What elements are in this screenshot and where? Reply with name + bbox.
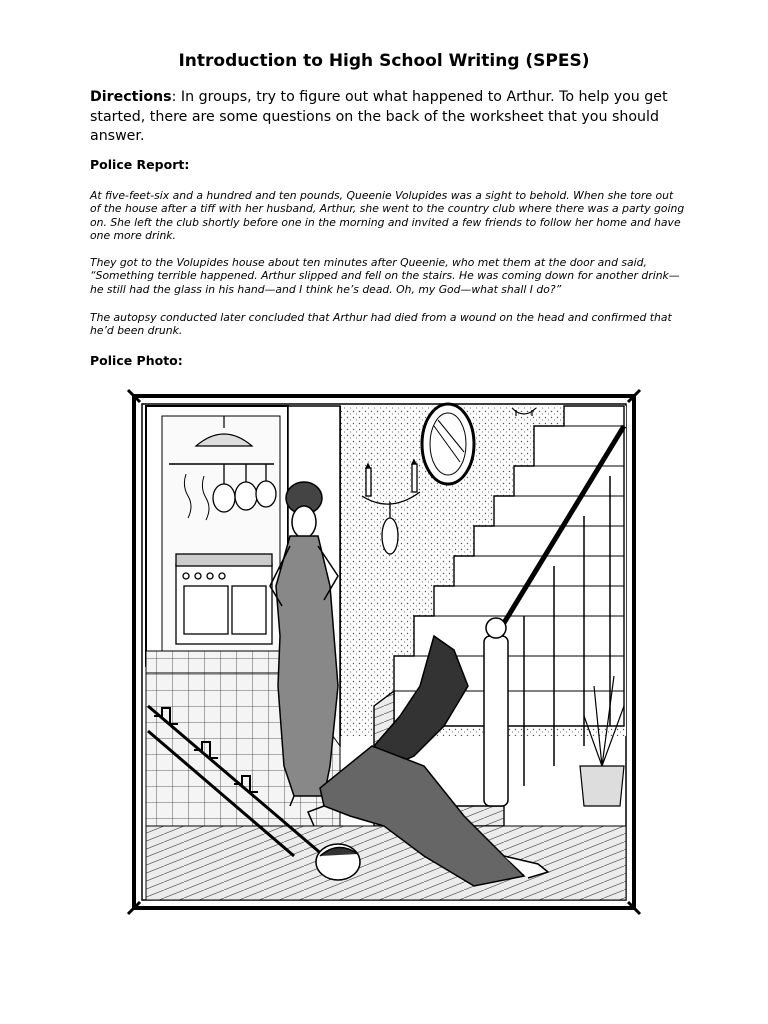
directions-label: Directions (90, 89, 172, 105)
police-report-heading: Police Report: (90, 157, 190, 172)
police-photo-illustration (124, 386, 644, 918)
kitchen-stove (176, 554, 272, 644)
directions-paragraph (90, 88, 690, 147)
police-photo-heading: Police Photo: (90, 353, 183, 368)
page-title: Introduction to High School Writing (SPES) (178, 51, 590, 71)
report-paragraph-1: At five-feet-six and a hundred and ten pounds, Queenie Volupides was a sight to behold. When she tore out of the house after a tiff with her husband, Arthur, she went to the country club where there was a party going on. She left the club shortly before one in the morning and invited a few friends to follow her home and have one more drink. (90, 189, 685, 243)
round-mirror (422, 404, 474, 484)
directions-text: : In groups, try to figure out what happened to Arthur. To help you get started, there are some questions on the back of the worksheet that you should answer. (90, 89, 668, 144)
report-paragraph-2: They got to the Volupides house about ten minutes after Queenie, who met them at the door and said, “Something terrible happened. Arthur slipped and fell on the stairs. He was coming down for another drink—he still had the glass in his hand—and I think he’s dead. Oh, my God—what shall I do?” (90, 256, 680, 296)
report-paragraph-3: The autopsy conducted later concluded that Arthur had died from a wound on the head and confirmed that he’d been drunk. (90, 311, 672, 338)
